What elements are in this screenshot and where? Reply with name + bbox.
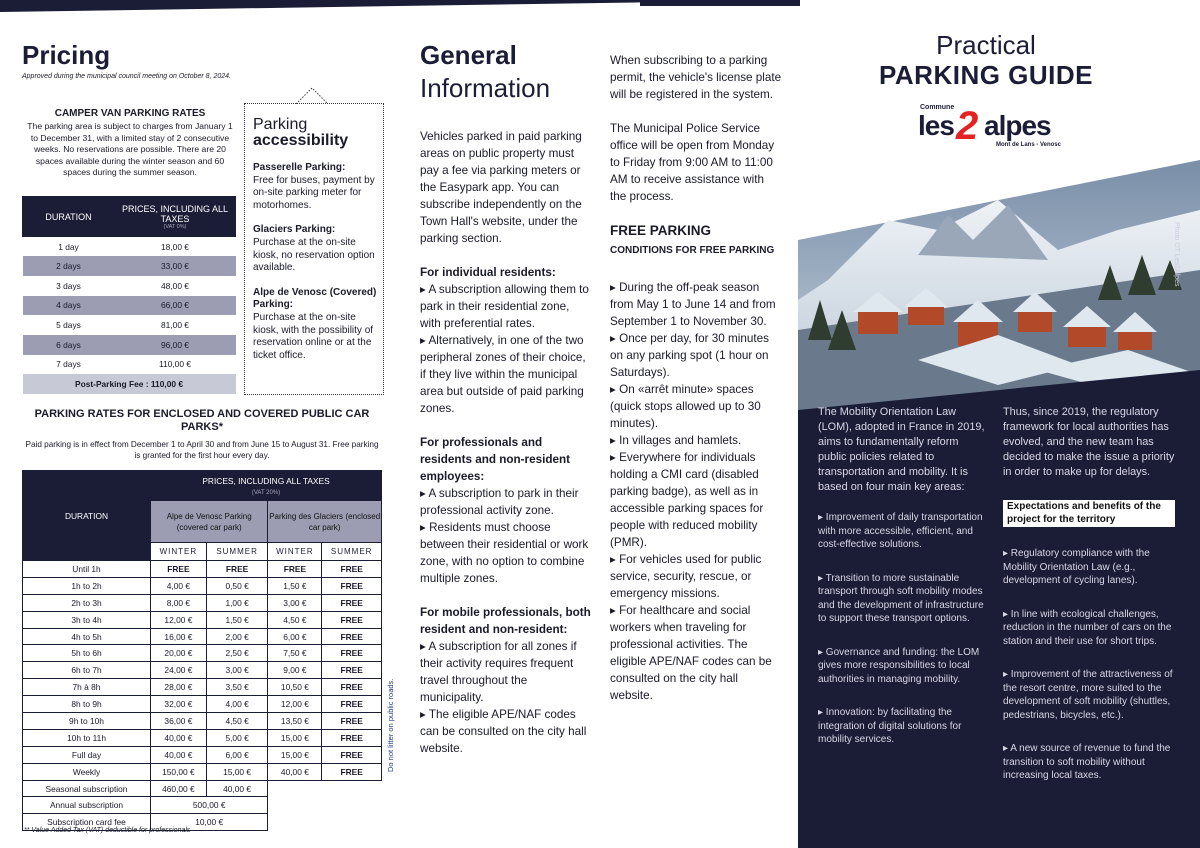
list-item: ▸ On «arrêt minute» spaces (quick stops allowed up to 30 minutes). <box>610 383 761 430</box>
list-item: ▸ Improvement of the attractiveness of the resort centre, more suited to the development of soft mobility (shuttles, pedestrians, bicycles, etc.). <box>1003 669 1173 721</box>
t2-glaciers-header: Parking des Glaciers (enclosed car park) <box>268 501 382 543</box>
pricing-title: Pricing <box>22 40 111 70</box>
table-row: 6h to 7h 24,00 € 3,00 € 9,00 € FREE <box>23 662 382 679</box>
cover-title-2: PARKING GUIDE <box>878 60 1094 90</box>
table-row: 1h to 2h 4,00 € 0,50 € 1,50 € FREE <box>23 577 382 594</box>
list-item: ▸ In line with ecological challenges, reduction in the number of cars on the station and their use for short trips. <box>1003 608 1172 647</box>
table-row: 9h to 10h 36,00 € 4,50 € 13,50 € FREE <box>23 713 382 730</box>
table-row: 7h à 8h 28,00 € 3,50 € 10,50 € FREE <box>23 679 382 696</box>
carparks-subtitle: Paid parking is in effect from December 1 to April 30 and from June 15 to August 31. Free parking is granted for the first hour every day. <box>25 440 379 461</box>
list-item: ▸ Improvement of daily transportation with more accessible, efficient, and cost-effective solutions. <box>818 512 983 550</box>
t2-duration-header: DURATION <box>23 471 151 561</box>
table-row: 3 days 48,00 € <box>56 280 189 291</box>
t2-price-header: PRICES, INCLUDING ALL TAXES (VAT 20%) <box>151 471 382 501</box>
police-office-note: The Municipal Police Service office will be open from Monday to Friday from 9:00 AM to 11:00 AM to receive assistance with the process. <box>610 122 775 203</box>
accessibility-box-notch <box>296 87 328 104</box>
list-item: ▸ Once per day, for 30 minutes on any parking spot (1 hour on Saturdays). <box>610 332 769 379</box>
table-row: 8h to 9h 32,00 € 4,00 € 12,00 € FREE <box>23 696 382 713</box>
t1-duration-header: DURATION <box>23 197 115 237</box>
table-row: Until 1h FREE FREE FREE FREE <box>23 561 382 578</box>
subscription-note: When subscribing to a parking permit, the vehicle's license plate will be registered in the system. <box>610 54 782 101</box>
accessibility-item: Passerelle Parking: Free for buses, payment by on-site parking meter for motorhomes. <box>253 162 375 211</box>
cover-panel <box>798 0 1200 848</box>
annual-row: Annual subscription 500,00 € <box>23 797 382 814</box>
expectations-title: Expectations and benefits of the project for the territory <box>1003 500 1175 527</box>
approval-note: Approved during the municipal council meeting on October 8, 2024. <box>22 73 231 80</box>
list-item: ▸ In villages and hamlets. <box>610 434 742 447</box>
mobile-section: For mobile professionals, both resident and non-resident: ▸ A subscription for all zones if their activity requires frequent travel throughout the municipality. ▸ The eligible APE/NAF codes can be consulted on the city hall website. <box>420 606 591 755</box>
winter-header: WINTER <box>268 543 322 561</box>
seasonal-row: Seasonal subscription 460,00 € 40,00 € <box>23 780 382 797</box>
list-item: ▸ Transition to more sustainable transport through soft mobility modes and the development of infrastructure to support these transport options. <box>818 572 984 624</box>
list-item: ▸ Everywhere for individuals holding a CMI card (disabled parking badge), as well as in accessible parking spaces for people with reduced mobility (PMR). <box>610 451 764 549</box>
individual-section: For individual residents: ▸ A subscription allowing them to park in their residential zone, with preferential rates. ▸ Alternatively, in one of the two peripheral zones of their choice, if they live within the municipal area but outside of paid parking zones. <box>420 266 589 415</box>
vat-note: ** Value Added Tax (VAT) deductible for professionals <box>24 827 191 834</box>
cover-title-1: Practical <box>936 30 1036 60</box>
summer-header: SUMMER <box>322 543 382 561</box>
general-intro: Vehicles parked in paid parking areas on public property must pay a fee via parking meters or the Easypark app. You can subscribe independently on the Town Hall's website, under the parking section. <box>420 130 582 245</box>
list-item: ▸ For healthcare and social workers when traveling for professional activities. The eligible APE/NAF codes can be consulted on the city hall website. <box>610 604 772 702</box>
card-fee-row: Subscription card fee 10,00 € <box>23 814 382 831</box>
table-row: 2 days 33,00 € <box>23 256 236 276</box>
table-row: 2h to 3h 8,00 € 1,00 € 3,00 € FREE <box>23 594 382 611</box>
lom-text: The Mobility Orientation Law (LOM), adopted in France in 2019, aims to fundamentally reform public policies related to transportation and mobility. It is based on four main key areas: ▸ Improvement of daily transportation with more accessible, efficient, and cost-effective solutions. ▸ Transition to more sustainable transport through soft mobility modes and the development of infrastructure to support these transport options. ▸ Governance and funding: the LOM gives more responsibilities to local authorities in managing mobility. ▸ Innovation: by facilitating the integration of digital solutions for mobility services. <box>818 405 988 757</box>
professional-section: For professionals and residents and non-resident employees: ▸ A subscription to park in their professional activity zone. ▸ Residents must choose between their residential or work zone, with no option to combine multiple zones. <box>420 436 589 585</box>
table-row: 4 days 66,00 € <box>23 296 236 316</box>
table-row: 5h to 6h 20,00 € 2,50 € 7,50 € FREE <box>23 645 382 662</box>
top-band-right <box>640 0 800 6</box>
les2alpes-logo: Commune les 2 alpes Mont de Lans - Venosc <box>918 104 1062 148</box>
list-item: ▸ Regulatory compliance with the Mobility Orientation Law (e.g., development of cycling lanes). <box>1003 548 1150 586</box>
t2-venosc-header: Alpe de Venosc Parking (covered car park) <box>151 501 268 543</box>
general-information <box>420 40 592 757</box>
list-item: ▸ During the off-peak season from May 1 to June 14 and from September 1 to November 30. <box>610 281 776 328</box>
camper-title: CAMPER VAN PARKING RATES <box>54 108 206 119</box>
camper-text: The parking area is subject to charges from January 1 to December 31, with a limited stay of 2 consecutive weeks. No reservations are possible. There are 20 spaces available during the winter season and 60 spaces during the summer season. <box>27 121 233 178</box>
table-row: 7 days 110,00 € <box>56 359 191 370</box>
accessibility-title-2: accessibility <box>253 132 349 149</box>
free-parking-column <box>610 52 782 704</box>
table-row: Full day 40,00 € 6,00 € 15,00 € FREE <box>23 746 382 763</box>
table-row: 1 day 18,00 € <box>58 241 189 252</box>
photo-credit: Photo OT Les2Alpes <box>1173 222 1180 287</box>
table-row: 10h to 11h 40,00 € 5,00 € 15,00 € FREE <box>23 729 382 746</box>
t1-price-header: PRICES, INCLUDING ALL TAXES (VAT 0%) <box>115 197 236 237</box>
top-band <box>0 0 640 12</box>
list-item: ▸ Governance and funding: the LOM gives more responsibilities to local authorities in managing mobility. <box>818 646 980 685</box>
list-item: ▸ A new source of revenue to fund the transition to soft mobility without increasing local taxes. <box>1003 743 1171 781</box>
winter-header: WINTER <box>151 543 207 561</box>
camper-rates-table <box>22 196 236 394</box>
table-row: Weekly 150,00 € 15,00 € 40,00 € FREE <box>23 763 382 780</box>
free-parking-title: FREE PARKING <box>610 223 712 238</box>
list-item: ▸ For vehicles used for public service, security, rescue, or emergency missions. <box>610 553 762 600</box>
general-title-2: Information <box>420 73 551 103</box>
summer-header: SUMMER <box>206 543 268 561</box>
accessibility-item: Glaciers Parking: Purchase at the on-site kiosk, no reservation option available. <box>253 224 375 274</box>
expectations-text: Thus, since 2019, the regulatory framework for local authorities has evolved, and the new team has decided to make the issue a priority in order to make up for delays. Expectations and benefits of the project for the territory ▸ Regulatory compliance with the Mobility Orientation Law (e.g., development of cycling lanes). ▸ In line with ecological challenges, reduction in the number of cars on the station and their use for short trips. ▸ Improvement of the attractiveness of the resort centre, more suited to the development of soft mobility (shuttles, pedestrians, bicycles, etc.). ▸ A new source of revenue to fund the transition to soft mobility without increasing local taxes. <box>1003 406 1175 781</box>
free-parking-subtitle: CONDITIONS FOR FREE PARKING <box>610 245 775 256</box>
litter-note: Do not litter on public roads. <box>386 678 395 772</box>
table-row: 3h to 4h 12,00 € 1,50 € 4,50 € FREE <box>23 611 382 628</box>
general-title-1: General <box>420 40 517 70</box>
pricing-header <box>22 40 382 80</box>
accessibility-item: Alpe de Venosc (Covered) Parking: Purchase at the on-site kiosk, with the possibility of reservation online or at the ticket office. <box>253 286 377 361</box>
table-row: 6 days 96,00 € <box>23 335 236 355</box>
carparks-title: PARKING RATES FOR ENCLOSED AND COVERED PUBLIC CAR PARKS* <box>34 408 370 433</box>
accessibility-title-1: Parking <box>253 116 308 133</box>
carparks-rates-table <box>22 470 382 831</box>
post-parking-fee-row: Post-Parking Fee : 110,00 € <box>23 374 236 394</box>
accessibility-box <box>244 103 384 395</box>
list-item: ▸ Innovation: by facilitating the integration of digital solutions for mobility services. <box>818 707 962 745</box>
table-row: 4h to 5h 16,00 € 2,00 € 6,00 € FREE <box>23 628 382 645</box>
table-row: 5 days 81,00 € <box>56 320 189 331</box>
